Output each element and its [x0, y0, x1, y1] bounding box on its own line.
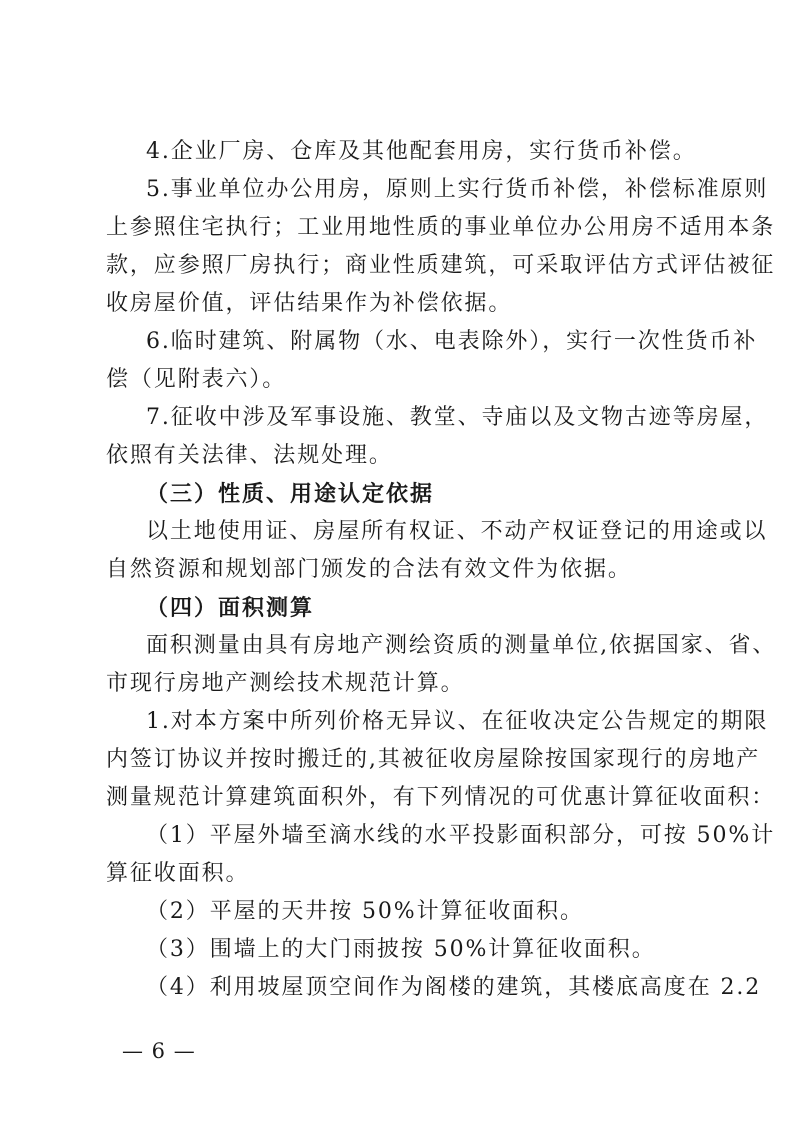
paragraph-line: 收房屋价值，评估结果作为补偿依据。	[106, 291, 513, 316]
paragraph-line: 测量规范计算建筑面积外，有下列情况的可优惠计算征收面积：	[106, 785, 776, 810]
paragraph-line: 内签订协议并按时搬迁的,其被征收房屋除按国家现行的房地产	[106, 747, 761, 772]
paragraph-line: 偿（见附表六）。	[106, 367, 287, 392]
paragraph-line: 面积测量由具有房地产测绘资质的测量单位,依据国家、省、	[146, 633, 777, 658]
paragraph-line: 4.企业厂房、仓库及其他配套用房，实行货币补偿。	[146, 139, 697, 164]
paragraph-line: （4）利用坡屋顶空间作为阁楼的建筑，其楼底高度在 2.2	[146, 975, 762, 1000]
paragraph-line: 款，应参照厂房执行；商业性质建筑，可采取评估方式评估被征	[106, 253, 776, 278]
paragraph-line: 5.事业单位办公用房，原则上实行货币补偿，补偿标准原则	[146, 177, 769, 202]
paragraph-line: 市现行房地产测绘技术规范计算。	[106, 671, 465, 696]
paragraph-line: 自然资源和规划部门颁发的合法有效文件为依据。	[106, 557, 632, 582]
paragraph-line: 以土地使用证、房屋所有权证、不动产权证登记的用途或以	[146, 519, 768, 544]
paragraph-line: （1）平屋外墙至滴水线的水平投影面积部分，可按 50%计	[146, 823, 776, 848]
paragraph-line: （3）围墙上的大门雨披按 50%计算征收面积。	[146, 937, 656, 962]
paragraph-line: 依照有关法律、法规处理。	[106, 443, 393, 468]
paragraph-line: 7.征收中涉及军事设施、教堂、寺庙以及文物古迹等房屋，	[146, 405, 769, 430]
paragraph-line: 上参照住宅执行；工业用地性质的事业单位办公用房不适用本条	[106, 215, 776, 240]
paragraph-line: 算征收面积。	[106, 861, 250, 886]
paragraph-line: 1.对本方案中所列价格无异议、在征收决定公告规定的期限	[146, 709, 769, 734]
section-heading: （三）性质、用途认定依据	[146, 481, 435, 507]
paragraph-line: （2）平屋的天井按 50%计算征收面积。	[146, 899, 584, 924]
page-number: — 6 —	[122, 1039, 196, 1063]
paragraph-line: 6.临时建筑、附属物（水、电表除外），实行一次性货币补	[146, 329, 758, 354]
section-heading: （四）面积测算	[146, 595, 315, 621]
